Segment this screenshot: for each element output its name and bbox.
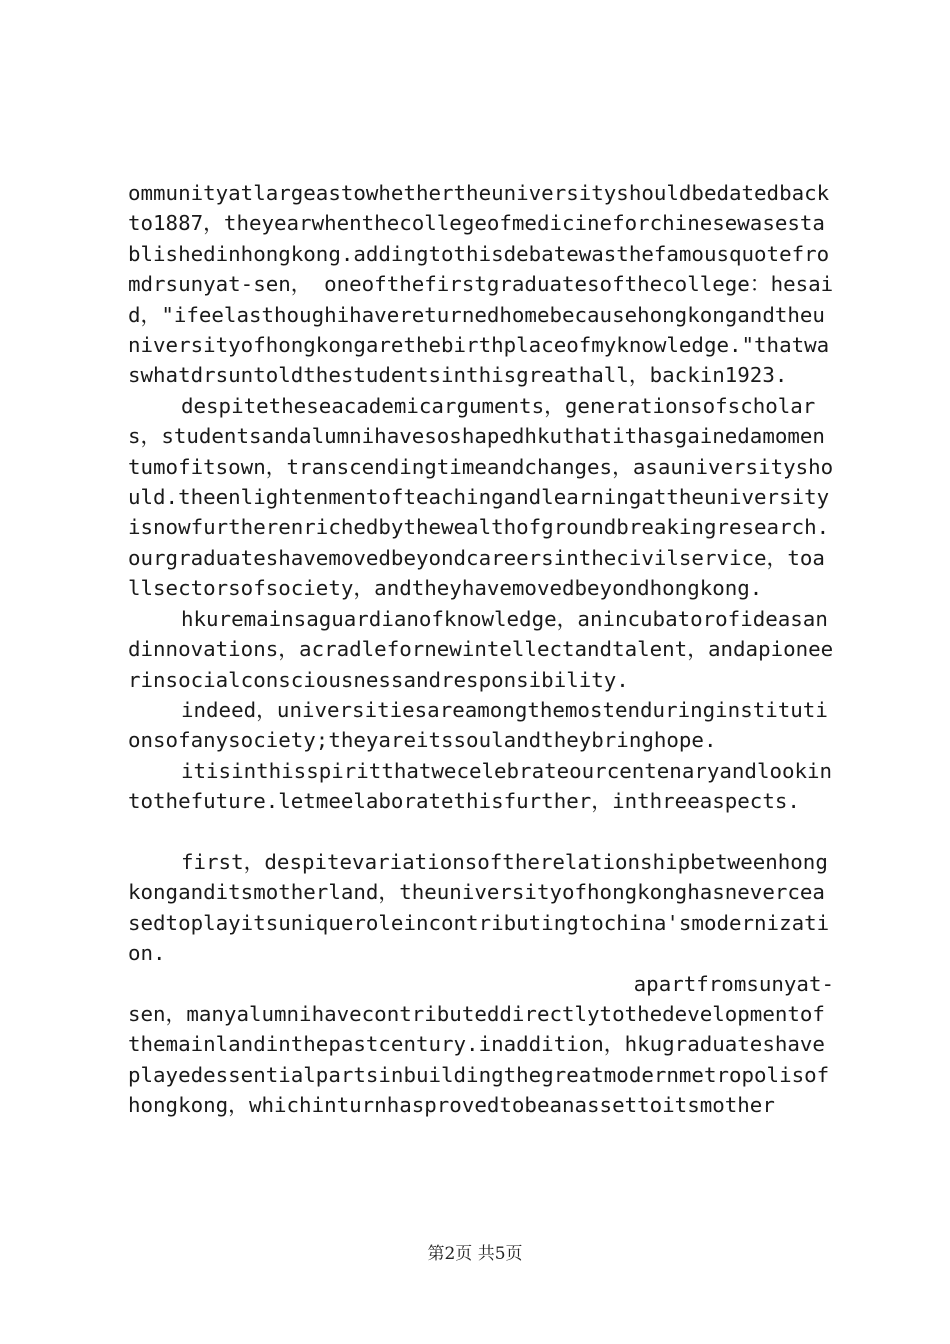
paragraph-1: ommunityatlargeastowhethertheuniversityshouldbedatedbackto1887，theyearwhenthecollegeofmedicineforchinesewasestablishedinhongkong.addingtothisdebatewasthefamousquotefromdrsunyat-sen， oneofthefirstgraduatesofthecollege：hesaid，"ifeelasthoughihavereturnedhomebecausehongkongandtheuniversityofhongkongarethebirthplaceofmyknowledge."thatwaswhatdrsuntoldthestudentsinthisgreathall，backin1923. (128, 181, 834, 388)
blank-line (128, 817, 834, 847)
paragraph-6: first，despitevariationsoftherelationshipbetweenhongkonganditsmotherland，theuniversityofhongkonghasneverceasedtoplayitsuniqueroleincontributingtochina'smodernization. (128, 849, 830, 966)
paragraph-5: itisinthisspiritthatwecelebrateourcentenaryandlookintothefuture.letmeelaboratethisfurther，inthreeaspects. (128, 758, 833, 814)
paragraph-4: indeed，universitiesareamongthemostenduringinstitutionsofanysociety;theyareitssoulandtheybringhope. (128, 697, 828, 753)
paragraph-3: hkuremainsaguardianofknowledge，anincubatorofideasandinnovations，acradlefornewintellectandtalent，andapioneerinsocialconsciousnessandresponsibility. (128, 606, 834, 692)
paragraph-7-fragment: apartfromsunyat- (633, 971, 834, 996)
paragraph-2: despitetheseacademicarguments，generationsofscholars，studentsandalumnihavesoshapedhkuthatithasgainedamomentumofitsown，transcendingtimeandchanges，asauniversityshould.theenlightenmentofteachingandlearningattheuniversityisnowfurtherenrichedbythewealthofgroundbreakingresearch.ourgraduateshavemovedbeyondcareersinthecivilservice，toallsectorsofsociety，andtheyhavemovedbeyondhongkong. (128, 393, 834, 601)
page-footer: 第2页 共5页 (427, 1244, 523, 1264)
body-text (128, 178, 834, 1121)
paragraph-7-continuation: sen，manyalumnihavecontributeddirectlytothedevelopmentofthemainlandinthepastcentury.inaddition，hkugraduateshaveplayedessentialpartsinbuildingthegreatmodernmetropolisofhongkong，whichinturnhasprovedtobeanassettoitsmother (128, 1001, 830, 1118)
